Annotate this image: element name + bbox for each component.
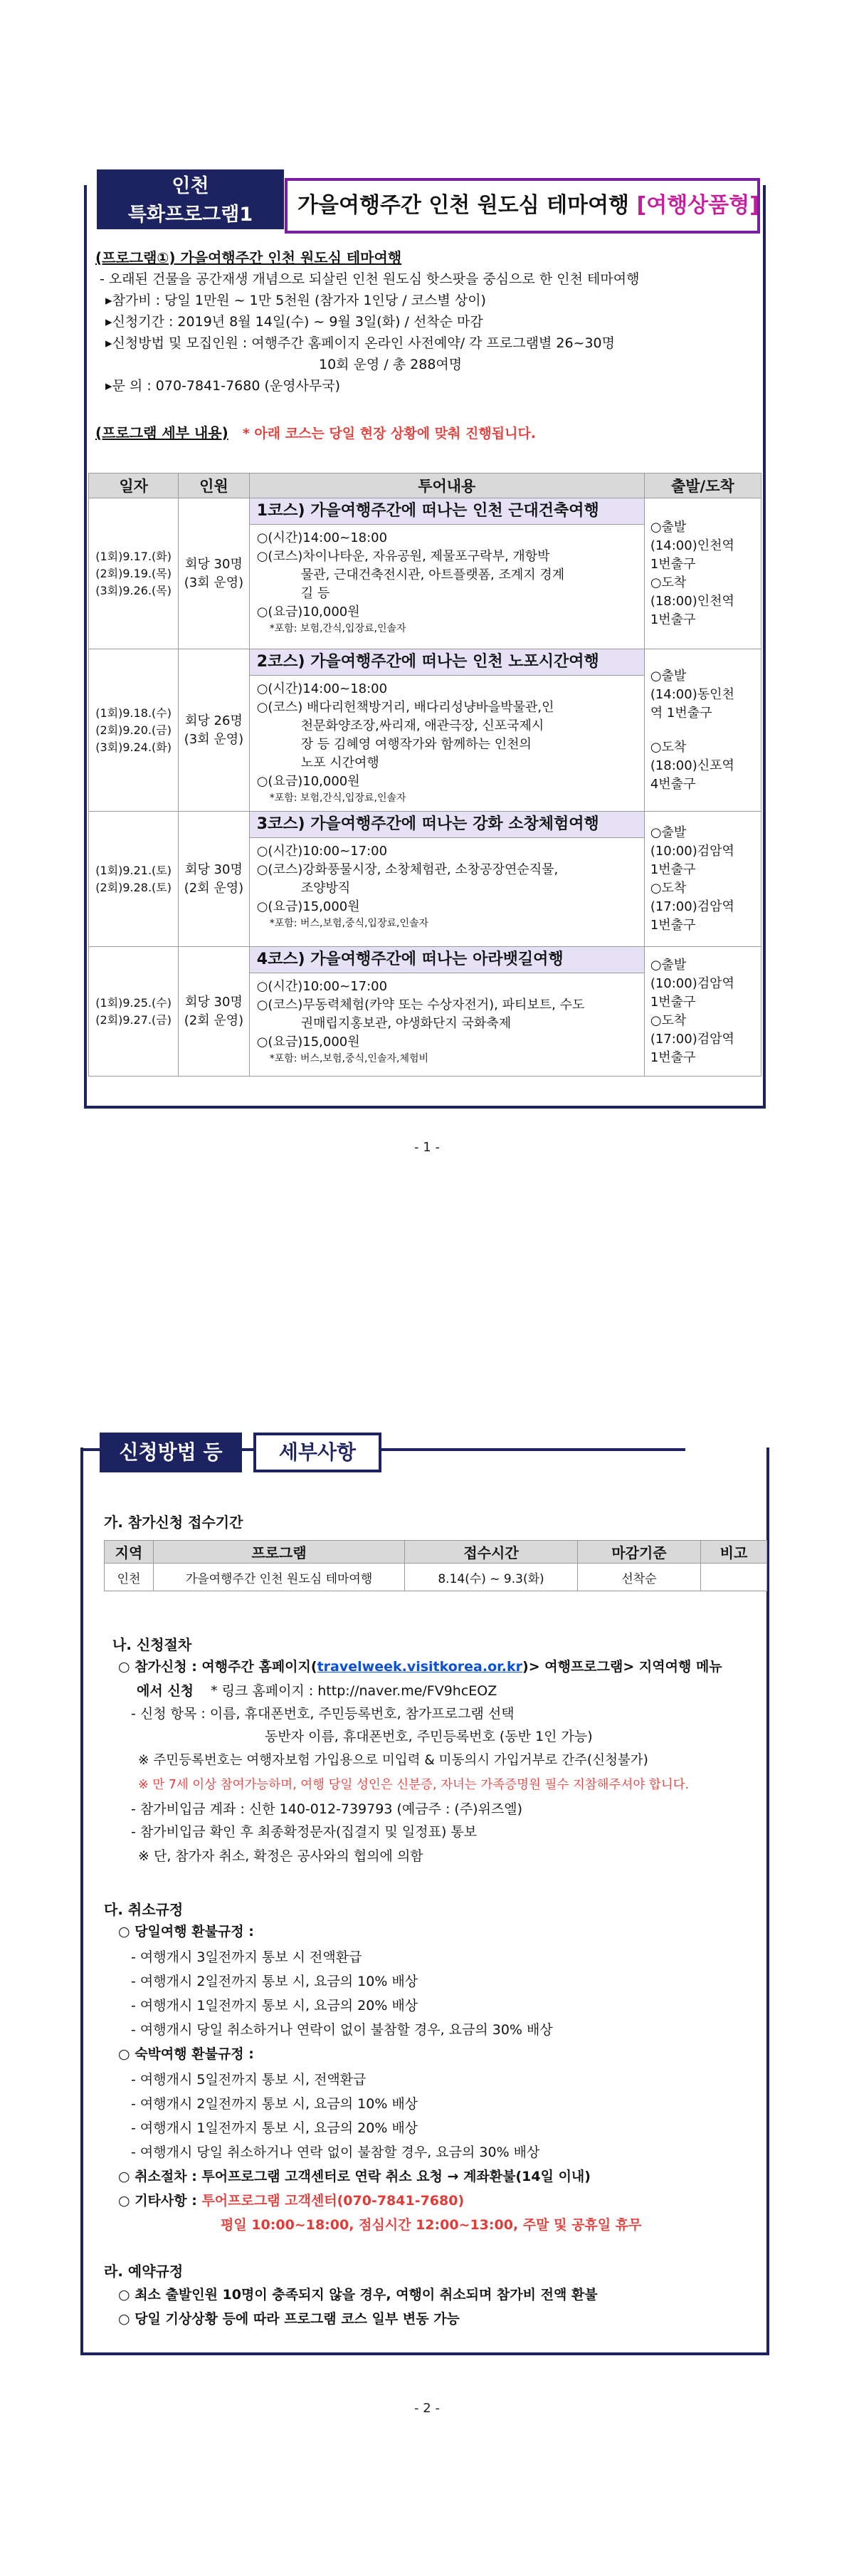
departure-item: ○도착: [650, 1012, 687, 1028]
row-departure: [644, 947, 761, 1077]
course-title: 2코스) 가을여행주간에 떠나는 인천 노포시간여행: [250, 649, 644, 676]
row-dates: [89, 649, 179, 812]
departure-item: ○출발: [650, 668, 687, 684]
course-line: 물관, 근대건축전시관, 아트플랫폼, 조계지 경계: [300, 567, 565, 582]
page1-title-suffix: [여행상품형]: [636, 193, 759, 218]
row-tour: [249, 812, 644, 947]
t2-note: [701, 1564, 767, 1591]
course-line: 조양방직: [300, 881, 351, 896]
day-refund-3: - 여행개시 1일전까지 통보 시, 요금의 20% 배상: [131, 1998, 418, 2014]
program-heading: (프로그램①) 가을여행주간 인천 원도심 테마여행: [95, 249, 402, 266]
info-line-3: ▸신청기간 : 2019년 8월 14일(수) ~ 9월 3일(화) / 선착순 마감: [105, 314, 483, 330]
course-line: ○(요금)15,000원: [256, 1035, 360, 1049]
t2-col-time: 접수시간: [405, 1541, 578, 1564]
apply-line-1: [118, 1656, 722, 1677]
section-ra: 라. 예약규정: [104, 2263, 184, 2280]
row-tour: [249, 498, 644, 649]
date-item: (1회)9.17.(화): [95, 549, 172, 563]
etc-prefix: ○ 기타사항 :: [118, 2193, 202, 2209]
course-line: ○(요금)10,000원: [256, 604, 360, 619]
row-departure: [644, 812, 761, 947]
info-line-5: 10회 운영 / 총 288여명: [319, 357, 463, 372]
stay-refund-3: - 여행개시 1일전까지 통보 시, 요금의 20% 배상: [131, 2120, 418, 2136]
course-includes: *포함: 버스,보험,중식,입장료,인솔자: [269, 918, 429, 929]
people-item: 회당 26명: [185, 713, 243, 728]
apply-item-3: ※ 주민등록번호는 여행자보험 가입용으로 미입력 & 미동의시 가입거부로 간주(신청불가): [138, 1753, 648, 1768]
course-line: ○(코스)강화풍물시장, 소창체험관, 소창공장연순직물,: [256, 862, 559, 877]
departure-item: ○출발: [650, 519, 687, 535]
departure-item: 1번출구: [650, 917, 696, 933]
course-line: ○(코스)차이나타운, 자유공원, 제물포구락부, 개항박: [256, 549, 550, 564]
apply-item-4: - 참가비입금 계좌 : 신한 140-012-739793 (예금주 : (주)위즈엘): [131, 1801, 523, 1817]
date-item: (2회)9.20.(금): [95, 723, 172, 737]
detail-tag: 세부사항: [253, 1433, 381, 1472]
table-row: [89, 812, 761, 947]
apply-line2-b[interactable]: * 링크 홈페이지 : http://naver.me/FV9hcEOZ: [211, 1683, 497, 1699]
page1-title-box: [285, 178, 760, 234]
table-row: [89, 947, 761, 1077]
departure-item: 1번출구: [650, 862, 696, 877]
departure-item: ○출발: [650, 957, 687, 973]
apply-item-2: 동반자 이름, 휴대폰번호, 주민등록번호 (동반 1인 가능): [265, 1729, 593, 1744]
detail-heading-row: [95, 423, 536, 444]
departure-item: (10:00)검암역: [650, 843, 734, 859]
apply-prefix: ○ 참가신청 : 여행주간 홈페이지(: [118, 1659, 317, 1675]
people-item: (2회 운영): [184, 880, 244, 896]
info-line-4: ▸신청방법 및 모집인원 : 여행주간 홈페이지 온라인 사전예약/ 각 프로그램별 26~30명: [105, 335, 615, 351]
program-tag: [97, 169, 284, 229]
course-title: 3코스) 가을여행주간에 떠나는 강화 소창체험여행: [250, 812, 644, 838]
people-item: 회당 30명: [185, 862, 243, 877]
departure-item: 1번출구: [650, 612, 696, 627]
departure-item: 1번출구: [650, 1049, 696, 1065]
departure-item: 역 1번출구: [650, 705, 712, 721]
date-item: (2회)9.19.(목): [95, 566, 172, 580]
course-line: ○(시간)10:00~17:00: [256, 844, 388, 859]
stay-refund-heading: ○ 숙박여행 환불규정 :: [118, 2046, 254, 2062]
departure-item: 4번출구: [650, 776, 696, 792]
row-tour: [249, 649, 644, 812]
course-line: ○(요금)15,000원: [256, 899, 360, 914]
detail-note: * 아래 코스는 당일 현장 상황에 맞춰 진행됩니다.: [242, 426, 537, 441]
departure-item: (17:00)검암역: [650, 1031, 734, 1047]
page1-title: 가을여행주간 인천 원도심 테마여행: [297, 193, 630, 218]
t2-col-note: 비고: [701, 1541, 767, 1564]
t2-col-program: 프로그램: [154, 1541, 405, 1564]
section-ga: 가. 참가신청 접수기간: [104, 1514, 243, 1531]
people-item: 회당 30명: [185, 994, 243, 1010]
col-depart: 출발/도착: [644, 473, 761, 498]
departure-item: ○도착: [650, 739, 687, 755]
departure-item: (18:00)신포역: [650, 758, 734, 773]
people-item: (3회 운영): [184, 575, 244, 590]
apply-line-2: [137, 1680, 497, 1702]
course-line: 천문화양조장,싸리재, 애관극장, 신포국제시: [300, 718, 544, 733]
page-number-1: - 1 -: [414, 1140, 440, 1155]
date-item: (1회)9.21.(토): [95, 863, 172, 877]
departure-item: (14:00)동인천: [650, 686, 734, 702]
ra-item-2: ○ 당일 기상상황 등에 따라 프로그램 코스 일부 변동 가능: [118, 2311, 460, 2327]
row-dates: [89, 947, 179, 1077]
row-departure: [644, 498, 761, 649]
row-people: [179, 498, 250, 649]
apply-line2-a: 에서 신청: [137, 1683, 194, 1699]
course-line: ○(시간)14:00~18:00: [256, 681, 388, 696]
departure-item: (18:00)인천역: [650, 593, 734, 609]
ra-item-1: ○ 최소 출발인원 10명이 충족되지 않을 경우, 여행이 취소되며 참가비 전액 환불: [118, 2287, 598, 2303]
departure-item: 1번출구: [650, 994, 696, 1010]
table-row: [105, 1564, 767, 1591]
departure-item: (17:00)검암역: [650, 899, 734, 914]
t2-col-deadline: 마감기준: [578, 1541, 701, 1564]
row-dates: [89, 812, 179, 947]
course-line: ○(시간)10:00~17:00: [256, 979, 388, 994]
course-title: 1코스) 가을여행주간에 떠나는 인천 근대건축여행: [250, 498, 644, 525]
course-includes: *포함: 보험,간식,입장료,인솔자: [269, 792, 406, 804]
program-tag-line2: 특화프로그램1: [127, 204, 253, 226]
departure-item: ○도착: [650, 880, 687, 896]
course-line: ○(시간)14:00~18:00: [256, 530, 388, 545]
date-item: (3회)9.24.(화): [95, 740, 172, 754]
departure-item: (14:00)인천역: [650, 538, 734, 553]
t2-region: 인천: [105, 1564, 154, 1591]
departure-item: ○도착: [650, 575, 687, 590]
apply-suffix: )> 여행프로그램> 지역여행 메뉴: [522, 1659, 722, 1675]
table-row: [89, 498, 761, 649]
date-item: (1회)9.25.(수): [95, 995, 172, 1010]
date-item: (2회)9.28.(토): [95, 880, 172, 894]
course-details: [250, 676, 644, 811]
date-item: (3회)9.26.(목): [95, 583, 172, 597]
row-tour: [249, 947, 644, 1077]
apply-tag: 신청방법 등: [100, 1433, 242, 1472]
row-people: [179, 947, 250, 1077]
stay-refund-2: - 여행개시 2일전까지 통보 시, 요금의 10% 배상: [131, 2096, 418, 2112]
day-refund-heading: ○ 당일여행 환불규정 :: [118, 1924, 254, 1939]
tour-schedule-table: [88, 473, 761, 1077]
etc-line: [118, 2190, 464, 2211]
program-tag-line1: 인천: [172, 175, 209, 197]
course-details: [250, 838, 644, 936]
course-line: 노포 시간여행: [300, 755, 379, 770]
row-departure: [644, 649, 761, 812]
info-line-6: ▸문 의 : 070-7841-7680 (운영사무국): [105, 378, 341, 394]
day-refund-1: - 여행개시 3일전까지 통보 시 전액환급: [131, 1949, 362, 1965]
table-row: [89, 649, 761, 812]
t2-time: 8.14(수) ~ 9.3(화): [405, 1564, 578, 1591]
t2-deadline: 선착순: [578, 1564, 701, 1591]
col-people: 인원: [179, 473, 250, 498]
row-people: [179, 812, 250, 947]
course-details: [250, 525, 644, 642]
course-line: 권매립지홍보관, 야생화단지 국화축제: [300, 1016, 512, 1031]
course-line: ○(코스)무동력체험(카약 또는 수상자전거), 파티보트, 수도: [256, 998, 585, 1012]
day-refund-4: - 여행개시 당일 취소하거나 연락이 없이 불참할 경우, 요금의 30% 배상: [131, 2022, 553, 2038]
course-line: ○(코스) 배다리헌책방거리, 배다리성냥바을박물관,인: [256, 700, 554, 715]
apply-red-note: ※ 만 7세 이상 참여가능하며, 여행 당일 성인은 신분증, 자녀는 가족증명원 필수 지참해주셔야 합니다.: [138, 1778, 690, 1792]
etc-hours: 평일 10:00~18:00, 점심시간 12:00~13:00, 주말 및 공휴일 휴무: [221, 2217, 642, 2233]
course-line: ○(요금)10,000원: [256, 774, 360, 789]
course-includes: *포함: 보험,간식,입장료,인솔자: [269, 623, 406, 634]
departure-item: 1번출구: [650, 556, 696, 572]
people-item: (3회 운영): [184, 731, 244, 747]
row-dates: [89, 498, 179, 649]
t2-col-region: 지역: [105, 1541, 154, 1564]
application-period-table: [104, 1540, 767, 1591]
departure-item: (10:00)검암역: [650, 975, 734, 991]
section-da: 다. 취소규정: [104, 1901, 184, 1918]
apply-item-6: ※ 단, 참가자 취소, 확정은 공사와의 협의에 의함: [138, 1848, 423, 1864]
stay-refund-4: - 여행개시 당일 취소하거나 연락 없이 불참할 경우, 요금의 30% 배상: [131, 2145, 540, 2160]
row-people: [179, 649, 250, 812]
info-line-1: - 오래된 건물을 공간재생 개념으로 되살린 인천 원도심 핫스팟을 중심으로 한 인천 테마여행: [100, 271, 640, 287]
col-tour: 투어내용: [249, 473, 644, 498]
day-refund-2: - 여행개시 2일전까지 통보 시, 요금의 10% 배상: [131, 1974, 418, 1989]
departure-item: [650, 723, 760, 738]
etc-contact: 투어프로그램 고객센터(070-7841-7680): [201, 2193, 465, 2209]
apply-item-5: - 참가비입금 확인 후 최종확정문자(집결지 및 일정표) 통보: [131, 1824, 478, 1840]
date-item: (1회)9.18.(수): [95, 706, 172, 720]
course-line: 장 등 김혜영 여행작가와 함께하는 인천의: [300, 737, 532, 752]
section-na: 나. 신청절차: [112, 1636, 192, 1653]
course-line: 길 등: [300, 586, 330, 601]
date-item: (2회)9.27.(금): [95, 1012, 172, 1027]
course-includes: *포함: 버스,보험,중식,인솔자,체험비: [269, 1053, 429, 1064]
page-number-2: - 2 -: [414, 2401, 440, 2416]
homepage-link[interactable]: travelweek.visitkorea.or.kr: [317, 1659, 523, 1675]
apply-item-1: - 신청 항목 : 이름, 휴대폰번호, 주민등록번호, 참가프로그램 선택: [131, 1706, 515, 1722]
cancel-procedure: ○ 취소절차 : 투어프로그램 고객센터로 연락 취소 요청 → 계좌환불(14일 이내): [118, 2169, 591, 2184]
course-title: 4코스) 가을여행주간에 떠나는 아라뱃길여행: [250, 947, 644, 973]
col-date: 일자: [89, 473, 179, 498]
people-item: 회당 30명: [185, 556, 243, 572]
detail-heading: (프로그램 세부 내용): [95, 424, 228, 441]
people-item: (2회 운영): [184, 1012, 244, 1028]
stay-refund-1: - 여행개시 5일전까지 통보 시, 전액환급: [131, 2072, 367, 2088]
t2-program: 가을여행주간 인천 원도심 테마여행: [154, 1564, 405, 1591]
departure-item: ○출발: [650, 824, 687, 840]
info-line-2: ▸참가비 : 당일 1만원 ~ 1만 5천원 (참가자 1인당 / 코스별 상이): [105, 293, 486, 308]
course-details: [250, 973, 644, 1072]
